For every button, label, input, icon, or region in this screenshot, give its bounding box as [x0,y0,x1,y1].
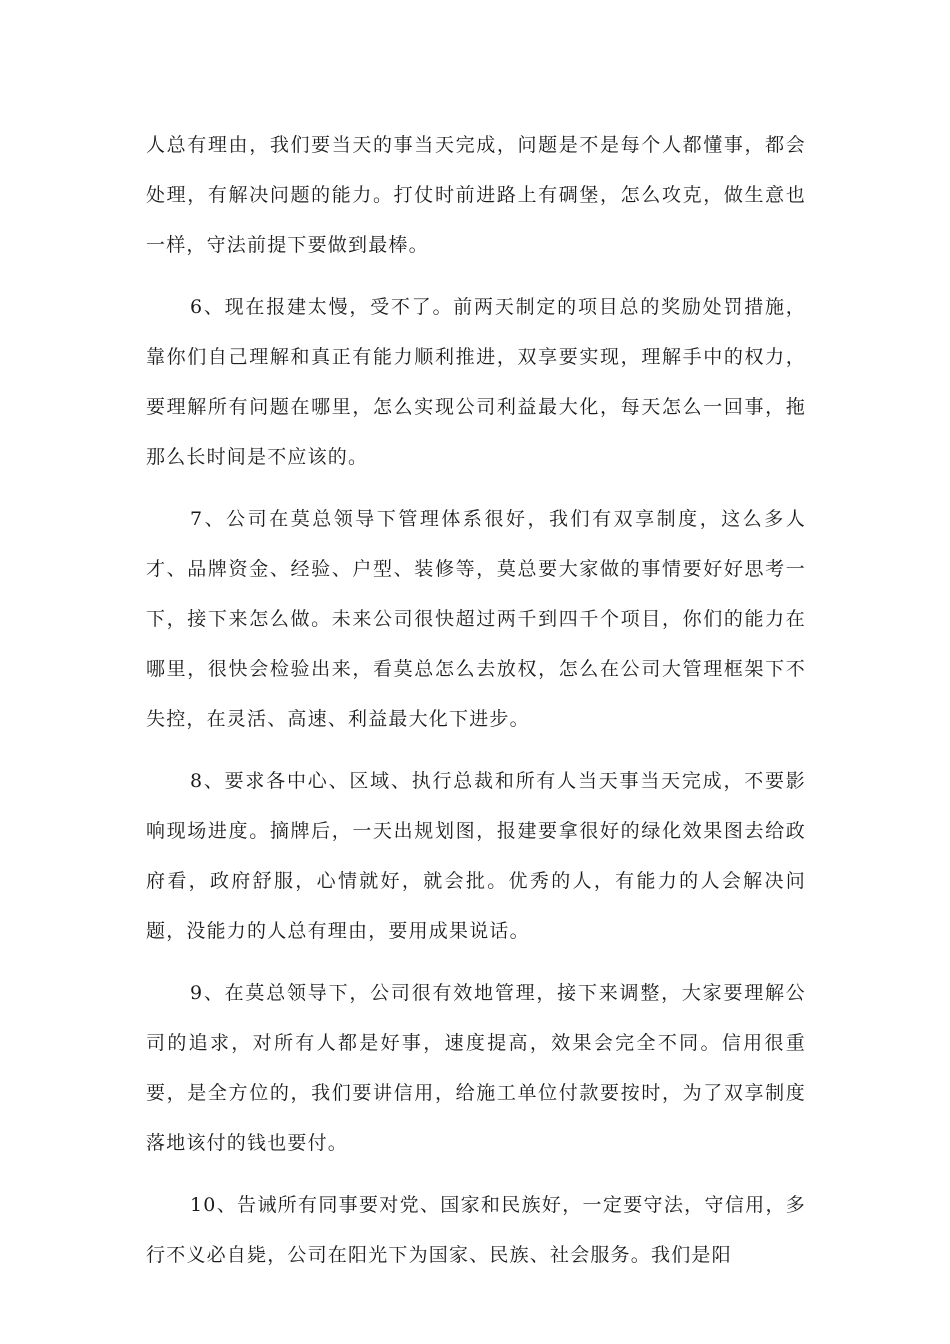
paragraph-continued: 人总有理由，我们要当天的事当天完成，问题是不是每个人都懂事，都会处理，有解决问题的能力。打仗时前进路上有碉堡，怎么攻克，做生意也一样，守法前提下要做到最棒。 [146,134,806,256]
document-body [146,120,806,1292]
paragraph-item-10: 10、告诫所有同事要对党、国家和民族好，一定要守法，守信用，多行不义必自毙，公司在阳光下为国家、民族、社会服务。我们是阳 [146,1194,806,1266]
paragraph-item-8: 8、要求各中心、区域、执行总裁和所有人当天事当天完成，不要影响现场进度。摘牌后，一天出规划图，报建要拿很好的绿化效果图去给政府看，政府舒服，心情就好，就会批。优秀的人，有能力的人会解决问题，没能力的人总有理由，要用成果说话。 [146,770,806,942]
paragraph-item-7: 7、公司在莫总领导下管理体系很好，我们有双享制度，这么多人才、品牌资金、经验、户型、装修等，莫总要大家做的事情要好好思考一下，接下来怎么做。未来公司很快超过两千到四千个项目，你们的能力在哪里，很快会检验出来，看莫总怎么去放权，怎么在公司大管理框架下不失控，在灵活、高速、利益最大化下进步。 [146,508,806,730]
paragraph-item-6: 6、现在报建太慢，受不了。前两天制定的项目总的奖励处罚措施，靠你们自己理解和真正有能力顺利推进，双享要实现，理解手中的权力，要理解所有问题在哪里，怎么实现公司利益最大化，每天怎么一回事，拖那么长时间是不应该的。 [146,296,806,468]
paragraph-item-9: 9、在莫总领导下，公司很有效地管理，接下来调整，大家要理解公司的追求，对所有人都是好事，速度提高，效果会完全不同。信用很重要，是全方位的，我们要讲信用，给施工单位付款要按时，为了双享制度落地该付的钱也要付。 [146,982,806,1154]
